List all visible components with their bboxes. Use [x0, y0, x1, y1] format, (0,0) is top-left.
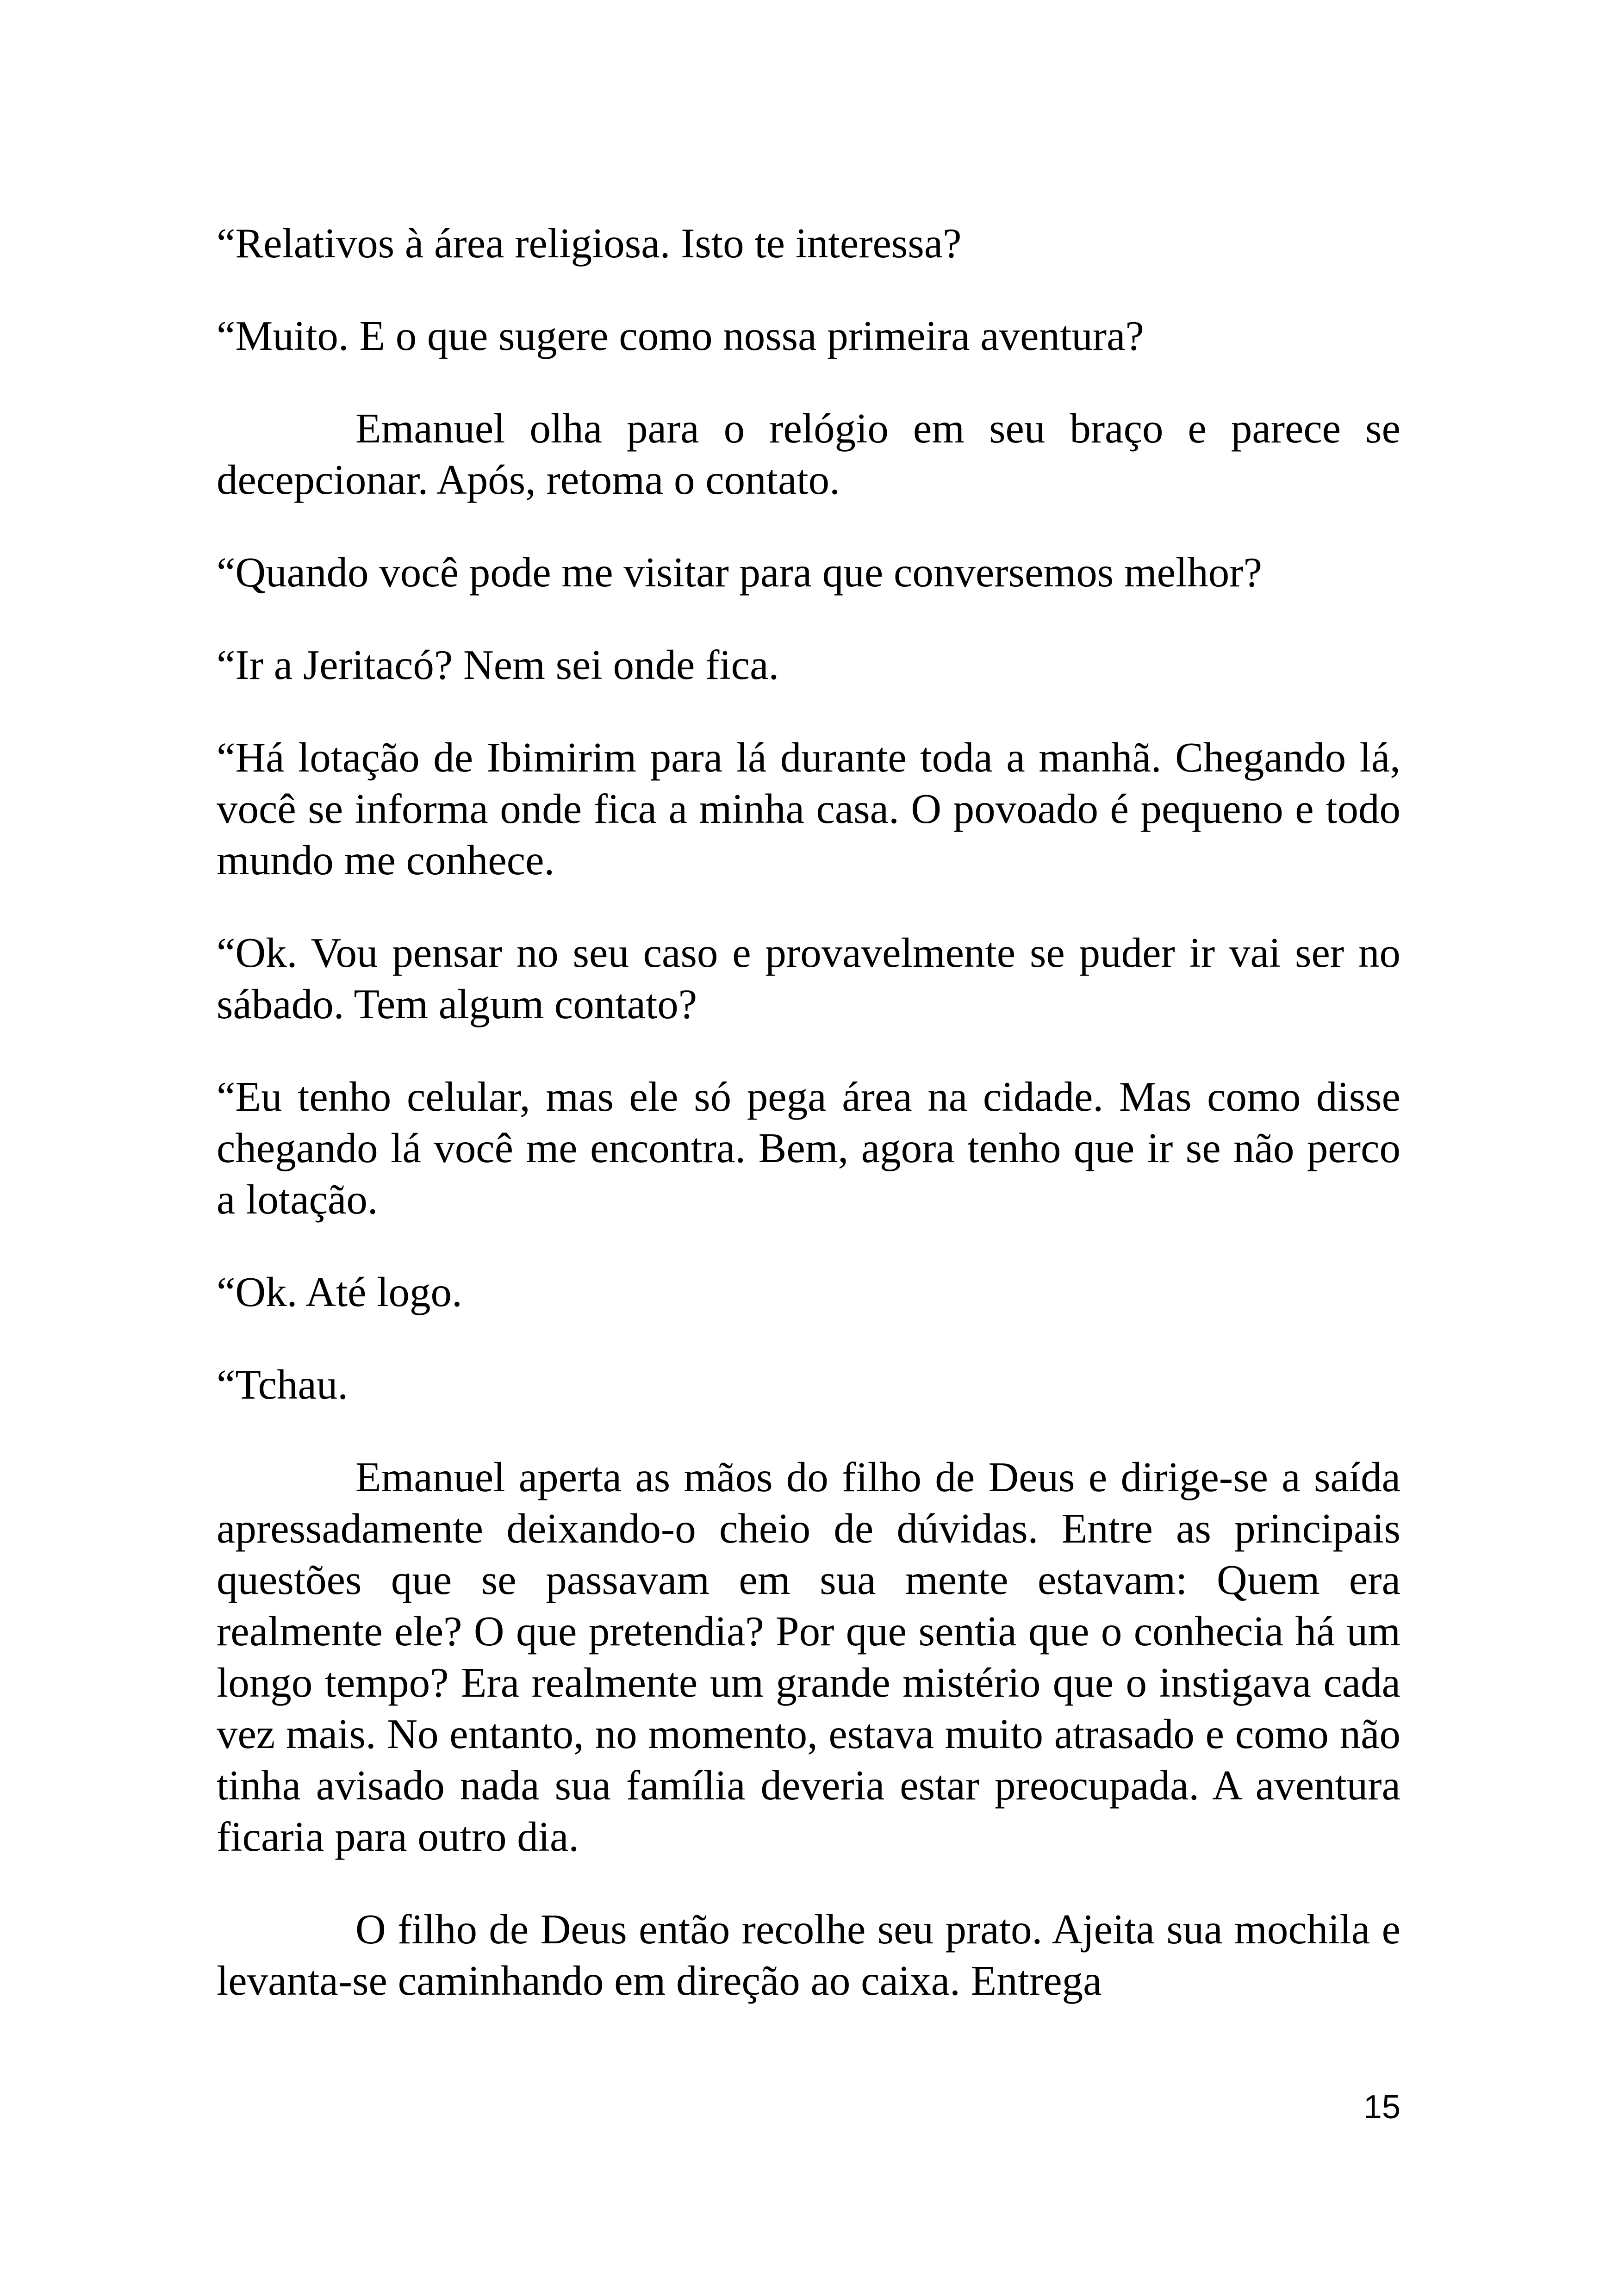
page-number: 15: [1363, 2089, 1400, 2126]
paragraph-dialogue: “Há lotação de Ibimirim para lá durante toda a manhã. Chegando lá, você se informa onde fica a minha casa. O povoado é pequeno e todo mundo me conhece.: [217, 734, 1400, 884]
paragraph-dialogue: “Eu tenho celular, mas ele só pega área na cidade. Mas como disse chegando lá você me encontra. Bem, agora tenho que ir se não perco a lotação.: [217, 1073, 1400, 1223]
paragraph-dialogue: “Ir a Jeritacó? Nem sei onde fica.: [217, 641, 779, 688]
paragraph-narrative: Emanuel aperta as mãos do filho de Deus e dirige-se a saída apressadamente deixando-o cheio de dúvidas. Entre as principais questões que se passavam em sua mente estavam: Quem era realmente ele? O que pretendia? Por que sentia que o conhecia há um longo tempo? Era realmente um grande mistério que o instigava cada vez mais. No entanto, no momento, estava muito atrasado e como não tinha avisado nada sua família deveria estar preocupada. A aventura ficaria para outro dia.: [217, 1454, 1400, 1860]
paragraph-narrative: O filho de Deus então recolhe seu prato. Ajeita sua mochila e levanta-se caminhando em direção ao caixa. Entrega: [217, 1906, 1400, 2004]
body-text: [217, 218, 1400, 2047]
paragraph-dialogue: “Relativos à área religiosa. Isto te interessa?: [217, 220, 962, 267]
paragraph-dialogue: “Quando você pode me visitar para que conversemos melhor?: [217, 549, 1263, 596]
paragraph-dialogue: “Muito. E o que sugere como nossa primeira aventura?: [217, 312, 1144, 359]
paragraph-dialogue: “Tchau.: [217, 1361, 348, 1408]
paragraph-narrative: Emanuel olha para o relógio em seu braço e parece se decepcionar. Após, retoma o contato.: [217, 405, 1400, 503]
paragraph-dialogue: “Ok. Até logo.: [217, 1269, 462, 1315]
paragraph-dialogue: “Ok. Vou pensar no seu caso e provavelmente se puder ir vai ser no sábado. Tem algum contato?: [217, 929, 1400, 1027]
